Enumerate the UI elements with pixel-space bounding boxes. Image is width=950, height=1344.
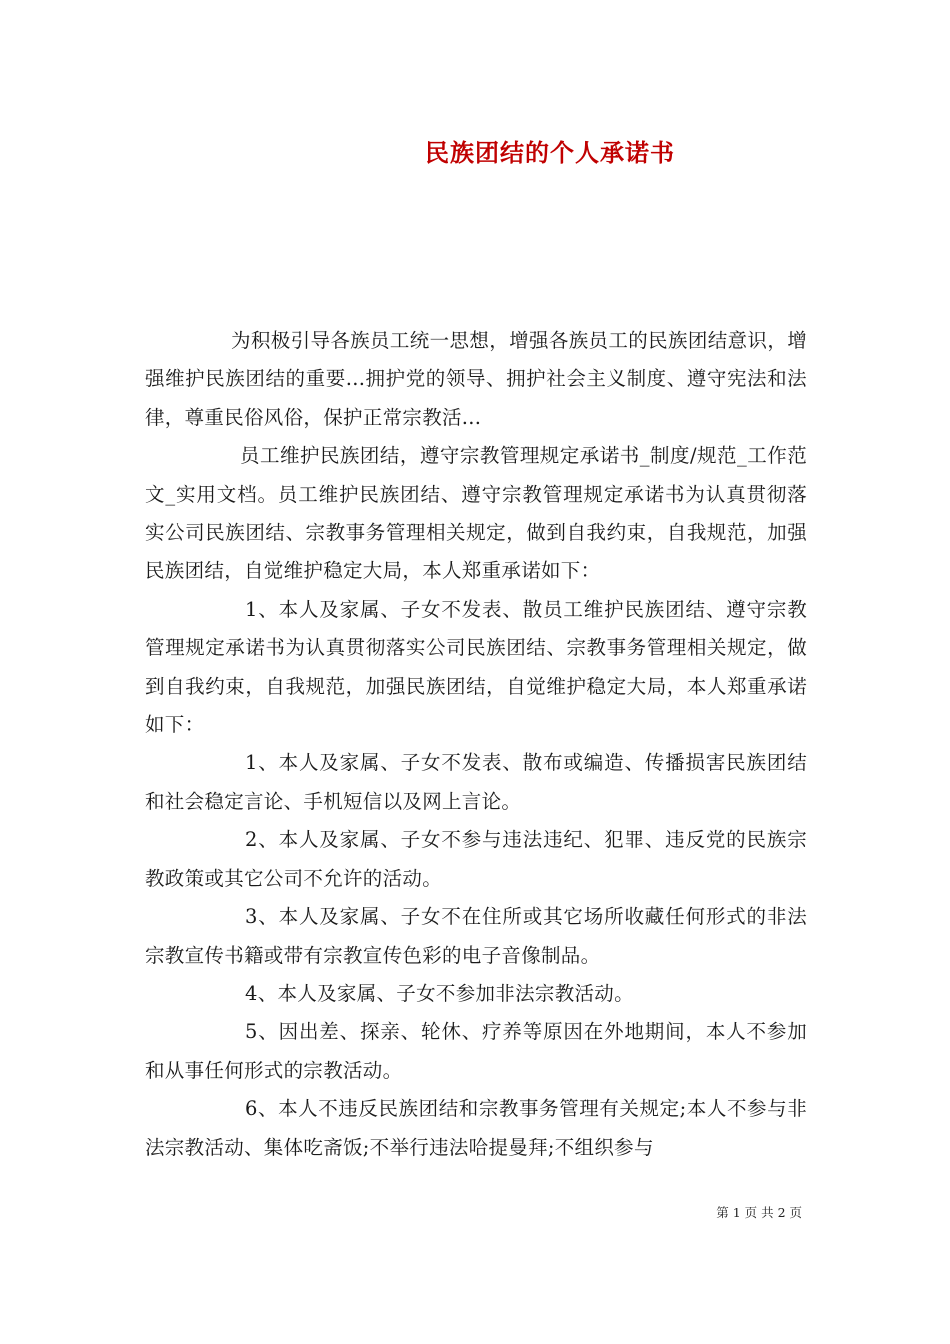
paragraph-preamble: 员工维护民族团结，遵守宗教管理规定承诺书_制度/规范_工作范文_实用文档。员工维护民族团结、遵守宗教管理规定承诺书为认真贯彻落实公司民族团结、宗教事务管理相关规定，做到自我约束，自我规范，加强民族团结，自觉维护稳定大局，本人郑重承诺如下： — [145, 444, 807, 583]
document-body — [145, 322, 807, 1167]
paragraph-commitment: 1、本人及家属、子女不发表、散员工维护民族团结、遵守宗教管理规定承诺书为认真贯彻落实公司民族团结、宗教事务管理相关规定，做到自我约束，自我规范，加强民族团结，自觉维护稳定大局，本人郑重承诺如下： — [145, 597, 807, 737]
paragraph-item-4: 4、本人及家属、子女不参加非法宗教活动。 — [245, 981, 634, 1005]
paragraph-item-3: 3、本人及家属、子女不在住所或其它场所收藏任何形式的非法宗教宣传书籍或带有宗教宣传色彩的电子音像制品。 — [145, 905, 807, 967]
paragraph-item-2: 2、本人及家属、子女不参与违法违纪、犯罪、违反党的民族宗教政策或其它公司不允许的活动。 — [145, 828, 807, 890]
paragraph-item-6: 6、本人不违反民族团结和宗教事务管理有关规定;本人不参与非法宗教活动、集体吃斋饭;不举行违法哈提曼拜;不组织参与 — [145, 1097, 807, 1159]
paragraph-intro: 为积极引导各族员工统一思想，增强各族员工的民族团结意识，增强维护民族团结的重要...拥护党的领导、拥护社会主义制度、遵守宪法和法律，尊重民俗风俗，保护正常宗教活... — [145, 329, 807, 429]
paragraph-item-1: 1、本人及家属、子女不发表、散布或编造、传播损害民族团结和社会稳定言论、手机短信以及网上言论。 — [145, 751, 807, 813]
page-number: 第 1 页 共 2 页 — [716, 1205, 802, 1220]
paragraph-item-5: 5、因出差、探亲、轮休、疗养等原因在外地期间，本人不参加和从事任何形式的宗教活动。 — [145, 1020, 807, 1082]
document-title: 民族团结的个人承诺书 — [425, 138, 675, 167]
